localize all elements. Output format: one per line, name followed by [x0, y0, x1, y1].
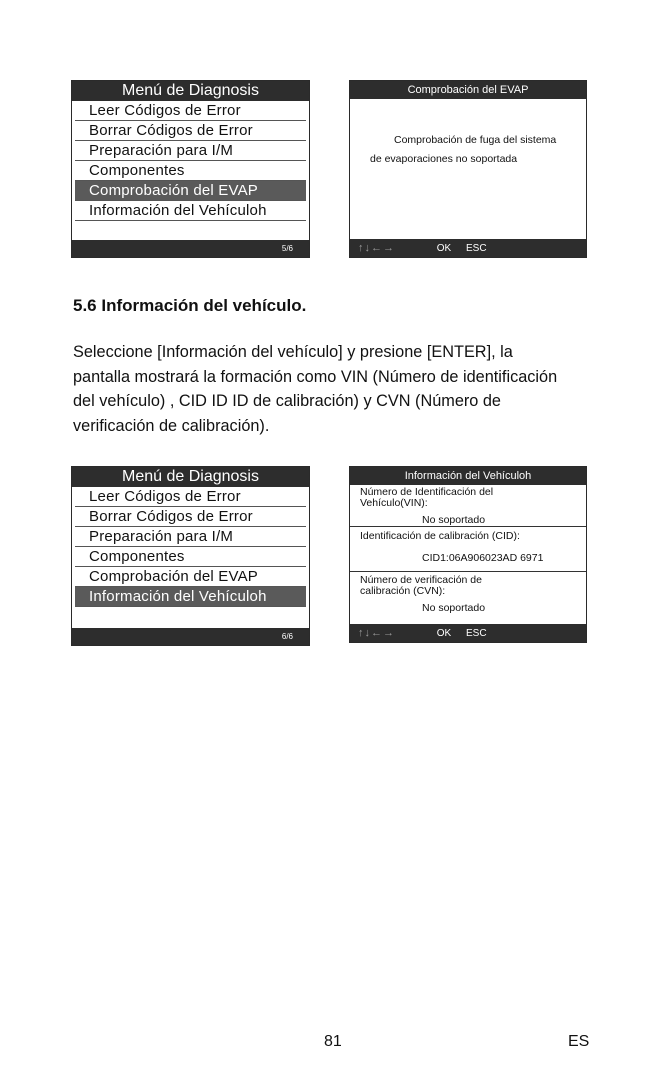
vin-label-line2: Vehículo(VIN): — [360, 497, 428, 509]
cvn-value: No soportado — [422, 602, 486, 614]
menu-item-empty — [75, 221, 306, 240]
menu-footer — [72, 628, 309, 645]
page-number: 81 — [324, 1033, 342, 1050]
esc-button[interactable]: ESC — [466, 628, 487, 639]
menu-footer — [72, 240, 309, 257]
info-footer — [350, 624, 586, 642]
evap-footer — [350, 239, 586, 257]
menu-item-components[interactable]: Componentes — [75, 161, 306, 181]
arrow-keys-icon: ↑↓←→ — [358, 627, 395, 639]
menu-screen-bottom — [71, 466, 310, 646]
cid-section — [350, 527, 586, 572]
evap-message: Comprobación de fuga del sistema de evaporaciones no soportada — [370, 134, 557, 165]
menu-item-erase-codes[interactable]: Borrar Códigos de Error — [75, 507, 306, 527]
info-screen-title: Información del Vehículoh — [350, 467, 586, 485]
menu-item-read-codes[interactable]: Leer Códigos de Error — [75, 101, 306, 121]
arrow-keys-icon: ↑↓←→ — [358, 242, 395, 254]
ok-button[interactable]: OK — [436, 243, 452, 254]
menu-title: Menú de Diagnosis — [72, 467, 309, 487]
menu-item-empty — [75, 607, 306, 626]
vehicle-info-screen — [349, 466, 587, 643]
menu-item-vehicle-info[interactable]: Información del Vehículoh — [75, 587, 306, 607]
menu-item-evap-test[interactable]: Comprobación del EVAP — [75, 181, 306, 201]
cvn-section — [350, 572, 586, 614]
language-code: ES — [568, 1033, 590, 1050]
evap-screen-title: Comprobación del EVAP — [350, 81, 586, 99]
menu-screen-top — [71, 80, 310, 258]
menu-item-im-readiness[interactable]: Preparación para I/M — [75, 141, 306, 161]
cvn-label-line2: calibración (CVN): — [360, 585, 446, 597]
cid-value: CID1:06A906023AD 6971 — [422, 552, 544, 564]
menu-item-vehicle-info[interactable]: Información del Vehículoh — [75, 201, 306, 221]
menu-item-im-readiness[interactable]: Preparación para I/M — [75, 527, 306, 547]
vin-value: No soportado — [422, 514, 486, 526]
menu-item-components[interactable]: Componentes — [75, 547, 306, 567]
menu-list — [72, 101, 309, 240]
menu-item-evap-test[interactable]: Comprobación del EVAP — [75, 567, 306, 587]
cid-label-line1: Identificación de calibración (CID): — [360, 530, 520, 542]
section-paragraph: Seleccione [Información del vehículo] y presione [ENTER], la pantalla mostrará la formación como VIN (Número de identificación del vehículo) , CID ID ID de calibración) y CVN (Número de verificación de calibración). — [73, 343, 558, 435]
evap-screen — [349, 80, 587, 258]
cvn-label-line1: Número de verificación de — [360, 574, 482, 586]
vin-label-line1: Número de Identificación del — [360, 486, 494, 498]
menu-item-read-codes[interactable]: Leer Códigos de Error — [75, 487, 306, 507]
vin-section — [350, 485, 586, 527]
menu-item-erase-codes[interactable]: Borrar Códigos de Error — [75, 121, 306, 141]
esc-button[interactable]: ESC — [466, 243, 487, 254]
menu-list — [72, 487, 309, 626]
menu-title: Menú de Diagnosis — [72, 81, 309, 101]
ok-button[interactable]: OK — [436, 628, 452, 639]
page-indicator: 5/6 — [281, 244, 293, 253]
section-heading: 5.6 Información del vehículo. — [73, 296, 307, 315]
page-indicator: 6/6 — [281, 632, 293, 641]
